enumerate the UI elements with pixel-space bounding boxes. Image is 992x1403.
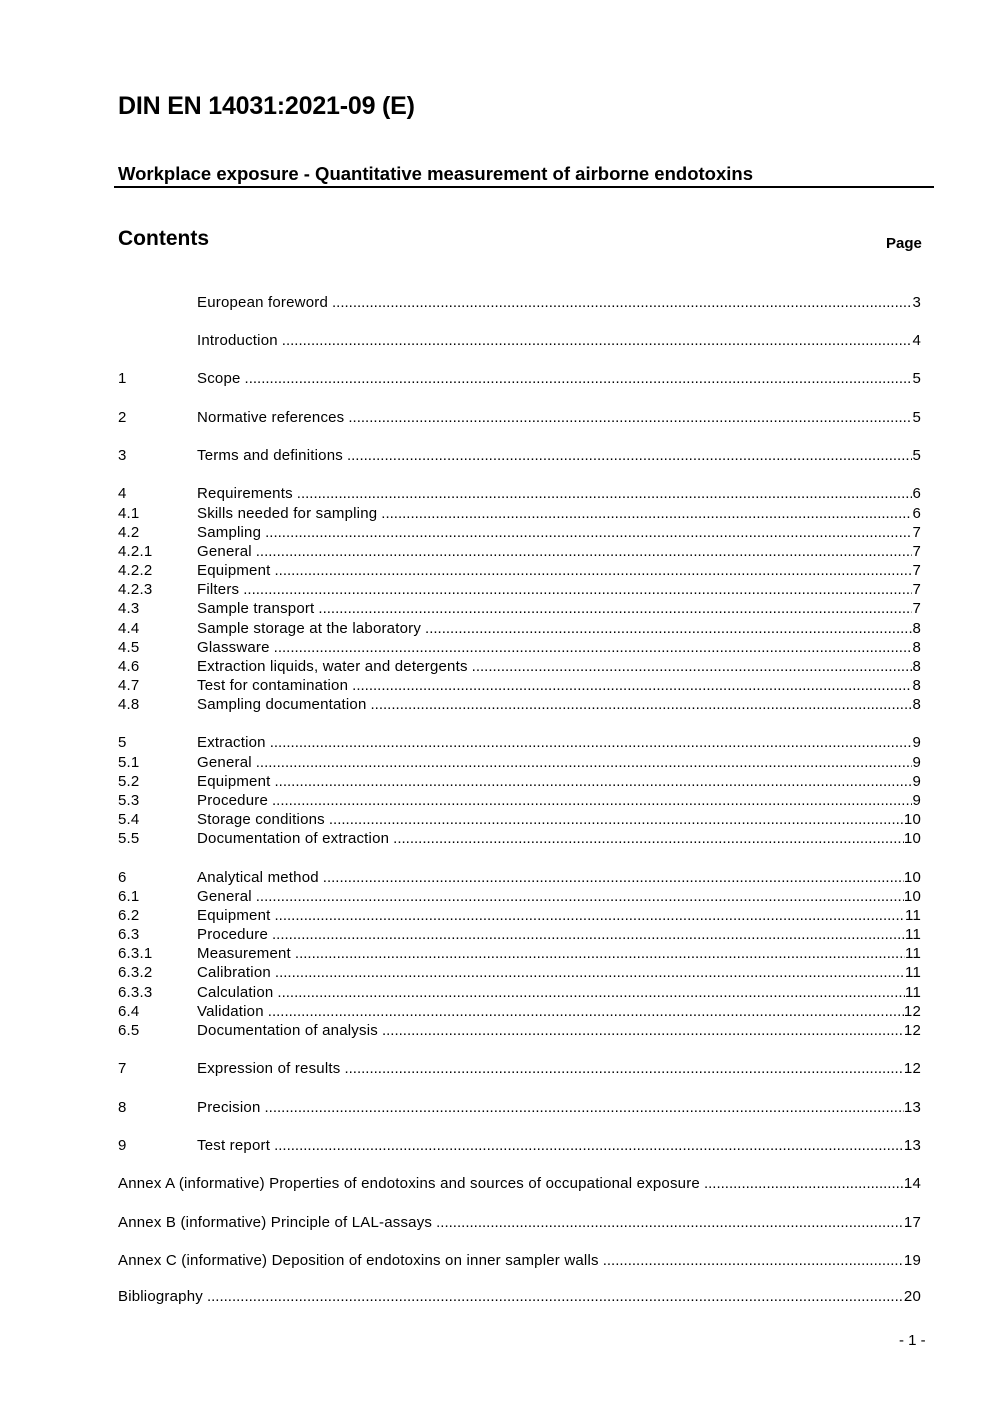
toc-number: 4.2.2 xyxy=(118,562,153,579)
toc-entry[interactable] xyxy=(118,1002,921,1021)
toc-entry[interactable] xyxy=(118,925,921,944)
contents-heading: Contents xyxy=(118,227,209,250)
toc-entry[interactable] xyxy=(118,887,921,906)
toc-number: 6.3.3 xyxy=(118,984,153,1001)
toc-entry[interactable] xyxy=(118,331,921,350)
toc-title: Equipment xyxy=(197,773,271,790)
toc-title: Bibliography xyxy=(118,1288,203,1305)
title-rule xyxy=(114,186,934,188)
toc-title: Expression of results xyxy=(197,1060,341,1077)
toc-title: General xyxy=(197,888,252,905)
toc-title: Annex A (informative) Properties of endotoxins and sources of occupational exposure xyxy=(118,1175,700,1192)
toc-entry[interactable] xyxy=(118,523,921,542)
toc-page: 12 xyxy=(903,1003,921,1020)
dot-leader xyxy=(432,1213,904,1232)
toc-page: 10 xyxy=(903,811,921,828)
toc-entry[interactable] xyxy=(118,1287,921,1306)
dot-leader xyxy=(328,293,912,312)
dot-leader xyxy=(268,791,912,810)
dot-leader xyxy=(271,772,913,791)
toc-title: Calibration xyxy=(197,964,271,981)
toc-number: 6.3.2 xyxy=(118,964,153,981)
toc-page: 14 xyxy=(903,1175,921,1192)
toc-number: 5.3 xyxy=(118,792,140,809)
toc-title: Sampling xyxy=(197,524,262,541)
toc-entry[interactable] xyxy=(118,868,921,887)
toc-number: 1 xyxy=(118,370,127,387)
dot-leader xyxy=(239,580,912,599)
toc-page: 7 xyxy=(912,543,921,560)
toc-page: 11 xyxy=(905,964,921,981)
document-title: DIN EN 14031:2021-09 (E) xyxy=(118,92,415,120)
toc-number: 6.2 xyxy=(118,907,140,924)
dot-leader xyxy=(700,1174,904,1193)
toc-page: 5 xyxy=(912,409,921,426)
toc-page: 8 xyxy=(912,696,921,713)
toc-number: 4.2.3 xyxy=(118,581,153,598)
toc-entry[interactable] xyxy=(118,1098,921,1117)
toc-entry[interactable] xyxy=(118,408,921,427)
toc-entry[interactable] xyxy=(118,293,921,312)
toc-number: 6.1 xyxy=(118,888,140,905)
toc-number: 4.2.1 xyxy=(118,543,153,560)
toc-number: 4.1 xyxy=(118,505,140,522)
toc-number: 9 xyxy=(118,1137,127,1154)
toc-number: 5.5 xyxy=(118,830,140,847)
toc-entry[interactable] xyxy=(118,772,921,791)
dot-leader xyxy=(348,676,912,695)
dot-leader xyxy=(378,1021,904,1040)
toc-title: Test report xyxy=(197,1137,271,1154)
toc-number: 6.3 xyxy=(118,926,140,943)
dot-leader xyxy=(599,1251,904,1270)
toc-title: Measurement xyxy=(197,945,291,962)
dot-leader xyxy=(314,599,912,618)
toc-entry[interactable] xyxy=(118,561,921,580)
toc-number: 5.1 xyxy=(118,754,140,771)
dot-leader xyxy=(319,868,904,887)
dot-leader xyxy=(271,906,906,925)
toc-title: Storage conditions xyxy=(197,811,325,828)
page-column-heading: Page xyxy=(886,235,922,252)
toc-page: 11 xyxy=(905,907,921,924)
dot-leader xyxy=(325,810,904,829)
toc-page: 4 xyxy=(912,332,921,349)
toc-entry[interactable] xyxy=(118,484,921,503)
toc-page: 8 xyxy=(912,677,921,694)
toc-page: 11 xyxy=(905,926,921,943)
toc-page: 7 xyxy=(912,581,921,598)
toc-title: Annex B (informative) Principle of LAL-assays xyxy=(118,1214,433,1231)
toc-title: Documentation of analysis xyxy=(197,1022,378,1039)
toc-title: Sampling documentation xyxy=(197,696,367,713)
toc-title: Equipment xyxy=(197,907,271,924)
dot-leader xyxy=(252,887,904,906)
toc-number: 4 xyxy=(118,485,127,502)
toc-page: 8 xyxy=(912,620,921,637)
toc-page: 3 xyxy=(912,294,921,311)
toc-page: 5 xyxy=(912,447,921,464)
toc-title: Scope xyxy=(197,370,241,387)
toc-number: 8 xyxy=(118,1099,127,1116)
toc-entry[interactable] xyxy=(118,446,921,465)
toc-title: Introduction xyxy=(197,332,278,349)
toc-entry[interactable] xyxy=(118,369,921,388)
toc-page: 17 xyxy=(903,1214,921,1231)
toc-entry[interactable] xyxy=(118,1059,921,1078)
page-number: - 1 - xyxy=(899,1332,926,1349)
dot-leader xyxy=(344,408,912,427)
toc-title: Analytical method xyxy=(197,869,319,886)
toc-number: 4.6 xyxy=(118,658,140,675)
toc-title: Terms and definitions xyxy=(197,447,343,464)
dot-leader xyxy=(273,983,905,1002)
dot-leader xyxy=(340,1059,903,1078)
toc-entry[interactable] xyxy=(118,504,921,523)
dot-leader xyxy=(293,484,913,503)
dot-leader xyxy=(268,925,905,944)
dot-leader xyxy=(261,523,912,542)
toc-number: 6.3.1 xyxy=(118,945,153,962)
toc-number: 6.4 xyxy=(118,1003,140,1020)
toc-entry[interactable] xyxy=(118,542,921,561)
toc-page: 9 xyxy=(912,792,921,809)
toc-number: 2 xyxy=(118,409,127,426)
toc-title: Procedure xyxy=(197,926,269,943)
toc-entry[interactable] xyxy=(118,829,921,848)
toc-entry[interactable] xyxy=(118,695,921,714)
toc-title: Skills needed for sampling xyxy=(197,505,378,522)
dot-leader xyxy=(261,1098,904,1117)
toc-title: Calculation xyxy=(197,984,274,1001)
toc-number: 4.7 xyxy=(118,677,140,694)
toc-entry[interactable] xyxy=(118,580,921,599)
toc-page: 7 xyxy=(912,600,921,617)
toc-title: Extraction xyxy=(197,734,266,751)
toc-number: 5 xyxy=(118,734,127,751)
toc-title: Precision xyxy=(197,1099,261,1116)
toc-page: 11 xyxy=(905,945,921,962)
toc-entry[interactable] xyxy=(118,599,921,618)
toc-entry[interactable] xyxy=(118,1136,921,1155)
toc-entry[interactable] xyxy=(118,1251,921,1270)
dot-leader xyxy=(270,638,913,657)
toc-page: 6 xyxy=(912,505,921,522)
toc-number: 5.4 xyxy=(118,811,140,828)
toc-title: Procedure xyxy=(197,792,269,809)
dot-leader xyxy=(389,829,904,848)
toc-title: Equipment xyxy=(197,562,271,579)
toc-page: 7 xyxy=(912,562,921,579)
dot-leader xyxy=(291,944,905,963)
toc-title: Test for contamination xyxy=(197,677,349,694)
toc-title: General xyxy=(197,754,252,771)
toc-page: 8 xyxy=(912,658,921,675)
dot-leader xyxy=(367,695,913,714)
toc-title: Sample transport xyxy=(197,600,315,617)
dot-leader xyxy=(203,1287,904,1306)
dot-leader xyxy=(266,733,913,752)
toc-entry[interactable] xyxy=(118,657,921,676)
toc-entry[interactable] xyxy=(118,1021,921,1040)
toc-number: 4.2 xyxy=(118,524,140,541)
dot-leader xyxy=(421,619,912,638)
dot-leader xyxy=(271,561,913,580)
dot-leader xyxy=(264,1002,904,1021)
toc-page: 7 xyxy=(912,524,921,541)
toc-entry[interactable] xyxy=(118,619,921,638)
toc-page: 20 xyxy=(903,1288,921,1305)
toc-title: Normative references xyxy=(197,409,345,426)
toc-title: Glassware xyxy=(197,639,270,656)
toc-title: Annex C (informative) Deposition of endotoxins on inner sampler walls xyxy=(118,1252,599,1269)
toc-entry[interactable] xyxy=(118,810,921,829)
toc-entry[interactable] xyxy=(118,753,921,772)
toc-entry[interactable] xyxy=(118,638,921,657)
dot-leader xyxy=(241,369,913,388)
toc-entry[interactable] xyxy=(118,733,921,752)
toc-page: 12 xyxy=(903,1022,921,1039)
toc-page: 10 xyxy=(903,888,921,905)
document-subtitle: Workplace exposure - Quantitative measurement of airborne endotoxins xyxy=(118,163,753,184)
toc-number: 6.5 xyxy=(118,1022,140,1039)
toc-page: 10 xyxy=(903,830,921,847)
dot-leader xyxy=(270,1136,904,1155)
toc-page: 8 xyxy=(912,639,921,656)
toc-number: 3 xyxy=(118,447,127,464)
toc-entry[interactable] xyxy=(118,1213,921,1232)
toc-number: 4.5 xyxy=(118,639,140,656)
toc-entry[interactable] xyxy=(118,1174,921,1193)
toc-number: 7 xyxy=(118,1060,127,1077)
dot-leader xyxy=(468,657,913,676)
dot-leader xyxy=(343,446,913,465)
toc-page: 9 xyxy=(912,754,921,771)
toc-title: Validation xyxy=(197,1003,264,1020)
toc-page: 10 xyxy=(903,869,921,886)
toc-title: European foreword xyxy=(197,294,328,311)
toc-title: Documentation of extraction xyxy=(197,830,390,847)
toc-page: 9 xyxy=(912,773,921,790)
toc-page: 13 xyxy=(903,1099,921,1116)
toc-entry[interactable] xyxy=(118,983,921,1002)
toc-title: Sample storage at the laboratory xyxy=(197,620,422,637)
toc-entry[interactable] xyxy=(118,676,921,695)
dot-leader xyxy=(278,331,913,350)
toc-title: Extraction liquids, water and detergents xyxy=(197,658,468,675)
toc-title: General xyxy=(197,543,252,560)
toc-entry[interactable] xyxy=(118,906,921,925)
dot-leader xyxy=(377,504,912,523)
toc-page: 11 xyxy=(905,984,921,1001)
toc-page: 6 xyxy=(912,485,921,502)
dot-leader xyxy=(271,963,905,982)
toc-page: 9 xyxy=(912,734,921,751)
toc-entry[interactable] xyxy=(118,791,921,810)
dot-leader xyxy=(252,542,913,561)
dot-leader xyxy=(252,753,913,772)
toc-number: 5.2 xyxy=(118,773,140,790)
toc-page: 13 xyxy=(903,1137,921,1154)
toc-number: 6 xyxy=(118,869,127,886)
toc-title: Filters xyxy=(197,581,240,598)
toc-entry[interactable] xyxy=(118,944,921,963)
toc-page: 12 xyxy=(903,1060,921,1077)
toc-number: 4.3 xyxy=(118,600,140,617)
toc-page: 19 xyxy=(903,1252,921,1269)
toc-number: 4.8 xyxy=(118,696,140,713)
toc-number: 4.4 xyxy=(118,620,140,637)
toc-page: 5 xyxy=(912,370,921,387)
toc-entry[interactable] xyxy=(118,963,921,982)
toc-title: Requirements xyxy=(197,485,293,502)
